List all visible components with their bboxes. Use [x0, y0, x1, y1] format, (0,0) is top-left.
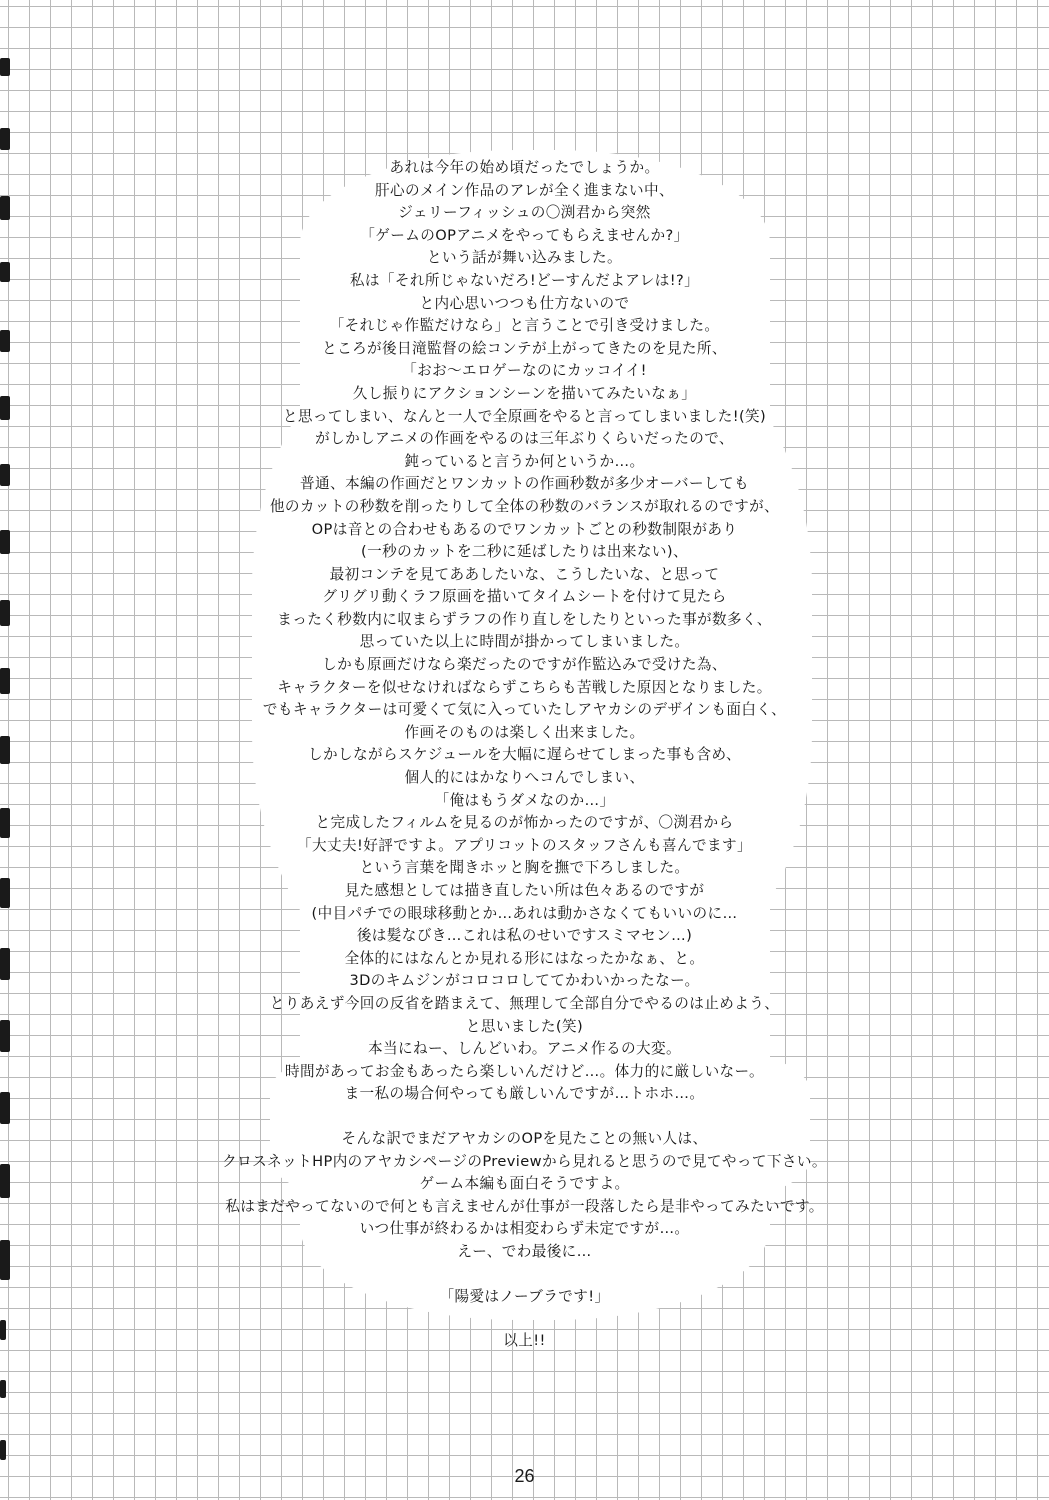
- text-line: ま一私の場合何やっても厳しいんですが…トホホ…。: [344, 1085, 705, 1103]
- edge-mark: [0, 396, 10, 420]
- text-line: (中目パチでの眼球移動とか…あれは動かさなくてもいいのに…: [311, 904, 738, 922]
- text-line: 私は「それ所じゃないだろ!どーすんだよアレは!?」: [349, 271, 700, 289]
- text-line: と内心思いつつも仕方ないので: [419, 294, 630, 312]
- text-line: あれは今年の始め頃だったでしょうか。: [389, 159, 660, 176]
- text-line: と思ってしまい、なんと一人で全原画をやると言ってしまいました!(笑): [282, 407, 767, 425]
- edge-mark: [0, 530, 10, 554]
- text-line: ところが後日滝監督の絵コンテが上がってきたのを見た所、: [322, 339, 727, 357]
- text-line: と完成したフィルムを見るのが怖かったのですが、〇渕君から: [315, 814, 734, 832]
- edge-mark: [0, 1320, 6, 1340]
- edge-mark: [0, 600, 10, 626]
- text-line: 作画そのものは楽しく出来ました。: [404, 723, 645, 741]
- edge-mark: [0, 128, 10, 150]
- edge-mark: [0, 1164, 10, 1198]
- edge-mark: [0, 58, 10, 76]
- text-line: 思っていた以上に時間が掛かってしまいました。: [359, 633, 690, 651]
- edge-mark: [0, 1020, 10, 1052]
- text-line: 最初コンテを見てああしたいな、こうしたいな、と思って: [329, 565, 720, 583]
- text-line: 「俺はもうダメなのか…」: [434, 791, 615, 809]
- text-line: という言葉を聞きホッと胸を撫で下ろしました。: [359, 859, 690, 877]
- edge-mark: [0, 196, 10, 220]
- text-line: キャラクターを似せなければならずこちらも苦戦した原因となりました。: [277, 678, 772, 696]
- edge-mark: [0, 1440, 6, 1460]
- text-line: しかしながらスケジュールを大幅に遅らせてしまった事も含め、: [308, 746, 741, 764]
- text-line: グリグリ動くラフ原画を描いてタイムシートを付けて見たら: [322, 588, 727, 606]
- edge-mark: [0, 668, 10, 694]
- afterword-text: [200, 157, 849, 1353]
- edge-mark: [0, 808, 10, 838]
- text-line: がしかしアニメの作画をやるのは三年ぶりくらいだったので、: [315, 430, 734, 448]
- text-line: 本当にねー、しんどいわ。アニメ作るの大変。: [368, 1040, 681, 1058]
- text-line: 「それじゃ作監だけなら」と言うことで引き受けました。: [329, 317, 720, 335]
- text-line: 3Dのキムジンがコロコロしててかわいかったなー。: [349, 972, 700, 990]
- text-line: とりあえず今回の反省を踏まえて、無理して全部自分でやるのは止めよう、: [269, 994, 780, 1012]
- edge-mark: [0, 1092, 10, 1124]
- edge-mark: [0, 1380, 6, 1398]
- sign-off: 以上!!: [503, 1332, 546, 1350]
- text-line: クロスネットHP内のアヤカシページのPreviewから見れると思うので見てやって下さい。: [222, 1152, 827, 1170]
- page-number: 26: [514, 1466, 535, 1486]
- edge-mark: [0, 1240, 10, 1280]
- text-line: 「おお〜エロゲーなのにカッコイイ!: [402, 362, 647, 380]
- text-line: そんな訳でまだアヤカシのOPを見たことの無い人は、: [341, 1129, 708, 1147]
- text-line: いつ仕事が終わるかは相変わらず未定ですが…。: [359, 1220, 690, 1238]
- text-line: 肝心のメイン作品のアレが全く進まない中、: [374, 181, 674, 199]
- text-line: 時間があってお金もあったら楽しいんだけど…。体力的に厳しいなー。: [285, 1062, 764, 1080]
- left-edge-bleed: [0, 0, 14, 1500]
- text-line: でもキャラクターは可愛くて気に入っていたしアヤカシのデザインも面白く、: [262, 701, 787, 719]
- text-line: 後は髪なびき…これは私のせいですスミマセン…): [356, 927, 693, 945]
- edge-mark: [0, 330, 10, 352]
- edge-mark: [0, 262, 10, 282]
- text-line: ジェリーフィッシュの〇渕君から突然: [398, 204, 651, 222]
- text-line: という話が舞い込みました。: [427, 249, 622, 267]
- text-line: 「大丈夫!好評ですよ。アプリコットのスタッフさんも喜んでます」: [297, 836, 752, 854]
- text-line: 他のカットの秒数を削ったりして全体の秒数のバランスが取れるのですが、: [269, 497, 780, 515]
- text-line: 私はまだやってないので何とも言えませんが仕事が一段落したら是非やってみたいです。: [225, 1197, 824, 1215]
- edge-mark: [0, 464, 10, 486]
- text-line: 久し振りにアクションシーンを描いてみたいなぁ」: [352, 384, 697, 402]
- edge-mark: [0, 736, 10, 764]
- text-line: OPは音との合わせもあるのでワンカットごとの秒数制限があり: [311, 520, 738, 538]
- text-line: えー、でわ最後に…: [457, 1242, 592, 1260]
- text-line: 見た感想としては描き直したい所は色々あるのですが: [344, 882, 705, 899]
- edge-mark: [0, 878, 10, 908]
- text-line: と思いました(笑): [465, 1017, 584, 1035]
- final-quote: 「陽愛はノーブラです!」: [439, 1287, 610, 1305]
- text-line: 「ゲームのOPアニメをやってもらえませんか?」: [360, 226, 689, 244]
- text-line: 個人的にはかなりへコんでしまい、: [404, 769, 645, 787]
- text-line: (一秒のカットを二秒に延ばしたりは出来ない)、: [361, 543, 688, 561]
- text-line: まったく秒数内に収まらずラフの作り直しをしたりといった事が数多く、: [277, 610, 772, 628]
- text-line: 普通、本編の作画だとワンカットの作画秒数が多少オーバーしても: [300, 475, 749, 493]
- text-line: 全体的にはなんとか見れる形にはなったかなぁ、と。: [344, 949, 705, 967]
- text-line: 鈍っていると言うか何というか…。: [404, 452, 645, 470]
- text-line: しかも原画だけなら楽だったのですが作監込みで受けた為、: [322, 656, 727, 674]
- edge-mark: [0, 948, 10, 980]
- text-line: ゲーム本編も面白そうですよ。: [419, 1175, 630, 1193]
